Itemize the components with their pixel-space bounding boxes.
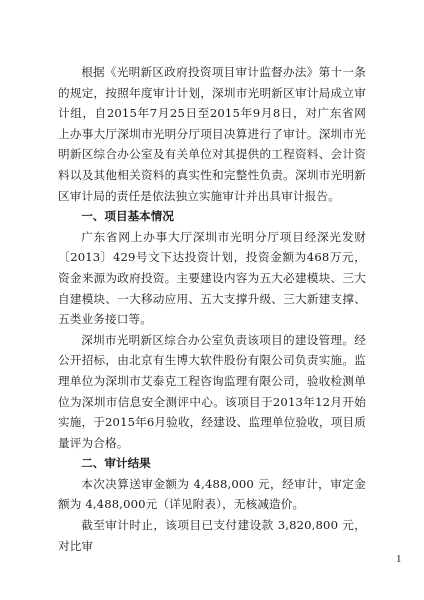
intro-paragraph: 根据《光明新区政府投资项目审计监督办法》第十一条的规定，按照年度审计计划，深圳市光明新区审计局成立审计组，自2015年7月25日至2015年9月8日，对广东省网上办事大厅深圳市光明分厅项目决算进行了审计。深圳市光明新区综合办公室及有关单位对其提供的工程资料、会计资料以及其他相关资料的真实性和完整性负责。深圳市光明新区审计局的责任是依法独立实施审计并出具审计报告。 [58, 65, 366, 203]
project-investment-paragraph: 广东省网上办事大厅深圳市光明分厅项目经深光发财〔2013〕429号文下达投资计划，投资金额为468万元，资金来源为政府投资。主要建设内容为五大必建模块、三大自建模块、一大移动应用、五大支撑升级、三大新建支撑、五类业务接口等。 [58, 229, 366, 327]
section-heading-project-overview: 一、项目基本情况 [81, 209, 174, 224]
project-management-paragraph: 深圳市光明新区综合办公室负责该项目的建设管理。经公开招标，由北京有生博大软件股份有限公司负责实施。监理单位为深圳市艾泰克工程咨询监理有限公司，验收检测单位为深圳市信息安全测评中心。该项目于2013年12月开始实施，于2015年6月验收，经建设、监理单位验收，项目质量评为合格。 [58, 332, 366, 450]
document-body [58, 62, 366, 556]
section-heading-audit-results: 二、审计结果 [81, 456, 151, 471]
payment-paragraph: 截至审计时止，该项目已支付建设款 3,820,800 元，对比审 [58, 518, 366, 553]
audit-amount-paragraph: 本次决算送审金额为 4,488,000 元，经审计，审定金额为 4,488,000元（详见附表），无核减造价。 [58, 476, 366, 512]
page-number: 1 [396, 553, 402, 565]
